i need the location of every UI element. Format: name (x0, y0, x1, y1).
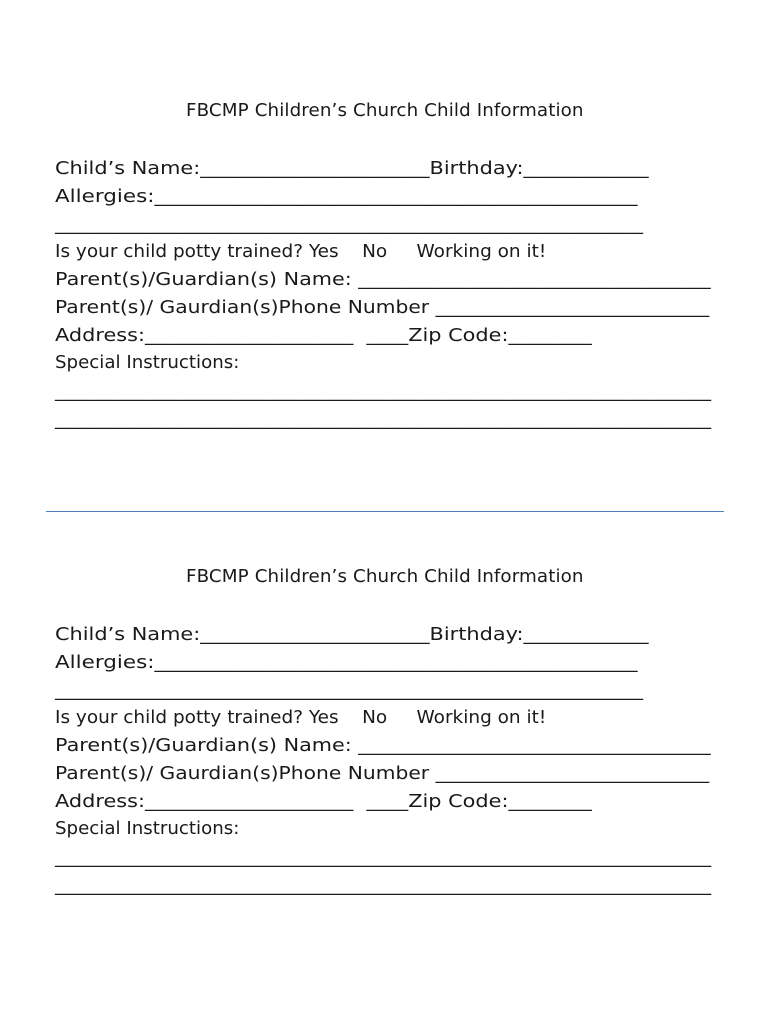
address-zip-line: Address:____________________ ____Zip Code:________ (55, 791, 592, 812)
special-instructions-label: Special Instructions: (55, 352, 240, 373)
potty-trained-question: Is your child potty trained? Yes No Working on it! (55, 241, 547, 262)
guardian-phone-line: Parent(s)/ Gaurdian(s)Phone Number ___________________________ (55, 297, 710, 318)
child-name-birthday-line: Child’s Name:______________________Birthday:____________ (55, 158, 649, 179)
special-instructions-label: Special Instructions: (55, 818, 240, 839)
allergies-continuation-line: ______________________________________________________ (55, 214, 643, 235)
form-title: FBCMP Children’s Church Child Information (186, 100, 584, 121)
child-name-birthday-line: Child’s Name:______________________Birthday:____________ (55, 624, 649, 645)
address-zip-line: Address:____________________ ____Zip Code:________ (55, 325, 592, 346)
special-instructions-line-1: ____________________________________________________________ (55, 381, 711, 402)
allergies-continuation-line: ______________________________________________________ (55, 680, 643, 701)
allergies-line: Allergies:_____________________________________________ (55, 186, 638, 207)
special-instructions-line-2: ____________________________________________________________ (55, 409, 711, 430)
form-title: FBCMP Children’s Church Child Information (186, 566, 584, 587)
guardian-name-line: Parent(s)/Guardian(s) Name: __________________________________ (55, 735, 711, 756)
special-instructions-line-2: ____________________________________________________________ (55, 875, 711, 896)
guardian-name-line: Parent(s)/Guardian(s) Name: __________________________________ (55, 269, 711, 290)
guardian-phone-line: Parent(s)/ Gaurdian(s)Phone Number ___________________________ (55, 763, 710, 784)
section-divider (46, 511, 724, 512)
allergies-line: Allergies:_____________________________________________ (55, 652, 638, 673)
special-instructions-line-1: ____________________________________________________________ (55, 847, 711, 868)
potty-trained-question: Is your child potty trained? Yes No Working on it! (55, 707, 547, 728)
